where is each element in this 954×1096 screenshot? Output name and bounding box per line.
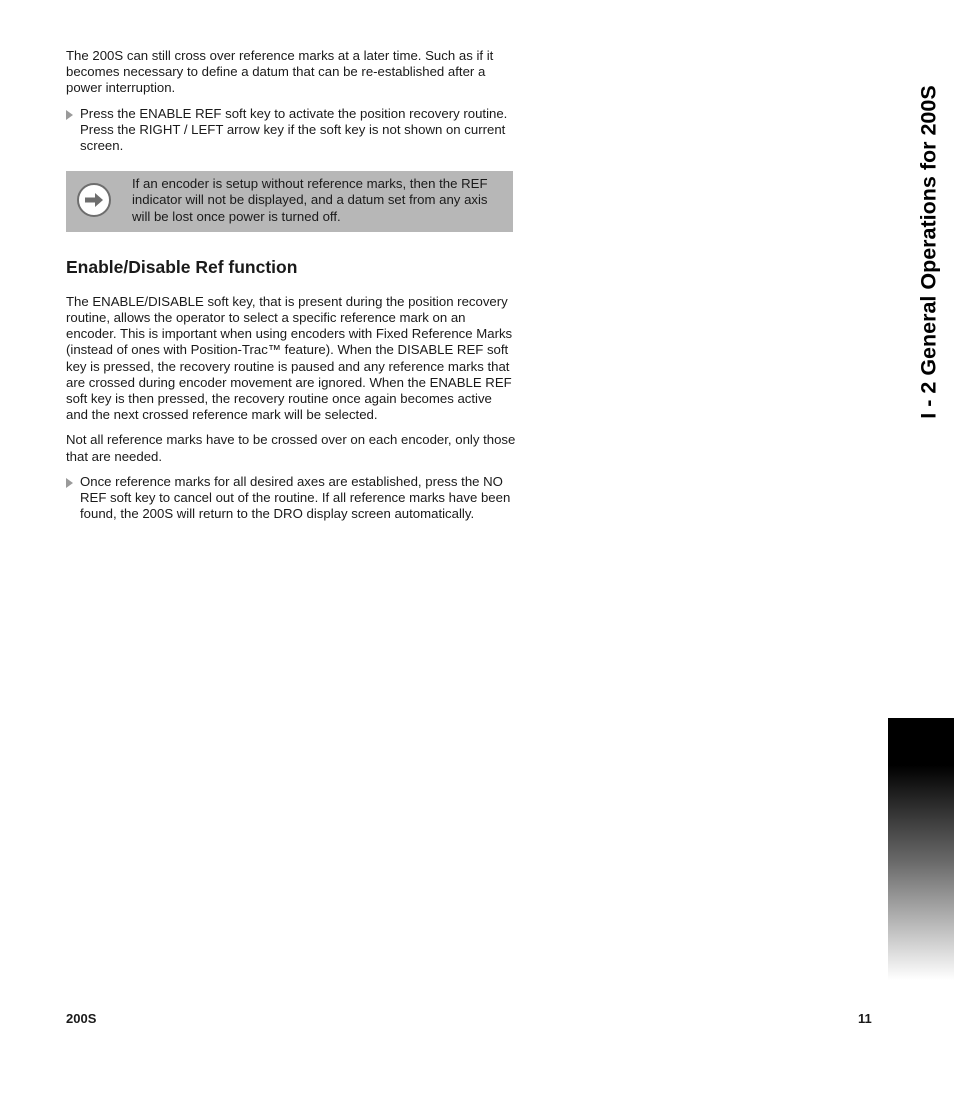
body-paragraph-1: The ENABLE/DISABLE soft key, that is present during the position recovery routine, allows the operator to select a specific reference mark on an encoder. This is important when using encoders with Fixed Reference Marks (instead of ones with Position-Trac™ feature). When the DISABLE REF soft key is pressed, the recovery routine is paused and any reference marks that are crossed during encoder movement are ignored. When the ENABLE REF soft key is then pressed, the recovery routine once again becomes active and the next crossed reference mark will be selected. [66, 293, 513, 423]
arrow-right-icon [77, 183, 111, 217]
bullet-text: Press the ENABLE REF soft key to activate the position recovery routine. Press the RIGHT / LEFT arrow key if the soft key is not shown on current screen. [80, 105, 508, 154]
chapter-tab [888, 718, 954, 980]
page-number: 11 [858, 1011, 872, 1026]
bullet-no-ref [66, 474, 516, 523]
bullet-text: Once reference marks for all desired axes are established, press the NO REF soft key to cancel out of the routine. If all reference marks have been found, the 200S will return to the DRO display screen automatically. [80, 473, 511, 522]
footer-product: 200S [66, 1011, 97, 1026]
bullet-triangle-icon [66, 478, 73, 488]
section-heading: Enable/Disable Ref function [66, 256, 298, 277]
chapter-side-title: I - 2 General Operations for 200S [916, 85, 941, 419]
bullet-triangle-icon [66, 110, 73, 120]
page-content [66, 48, 516, 522]
note-box [66, 171, 513, 232]
body-paragraph-2: Not all reference marks have to be crossed over on each encoder, only those that are needed. [66, 432, 516, 464]
intro-paragraph: The 200S can still cross over reference marks at a later time. Such as if it becomes necessary to define a datum that can be re-established after a power interruption. [66, 48, 494, 96]
note-text: If an encoder is setup without reference marks, then the REF indicator will not be displayed, and a datum set from any axis will be lost once power is turned off. [132, 176, 488, 224]
bullet-enable-ref [66, 106, 516, 155]
